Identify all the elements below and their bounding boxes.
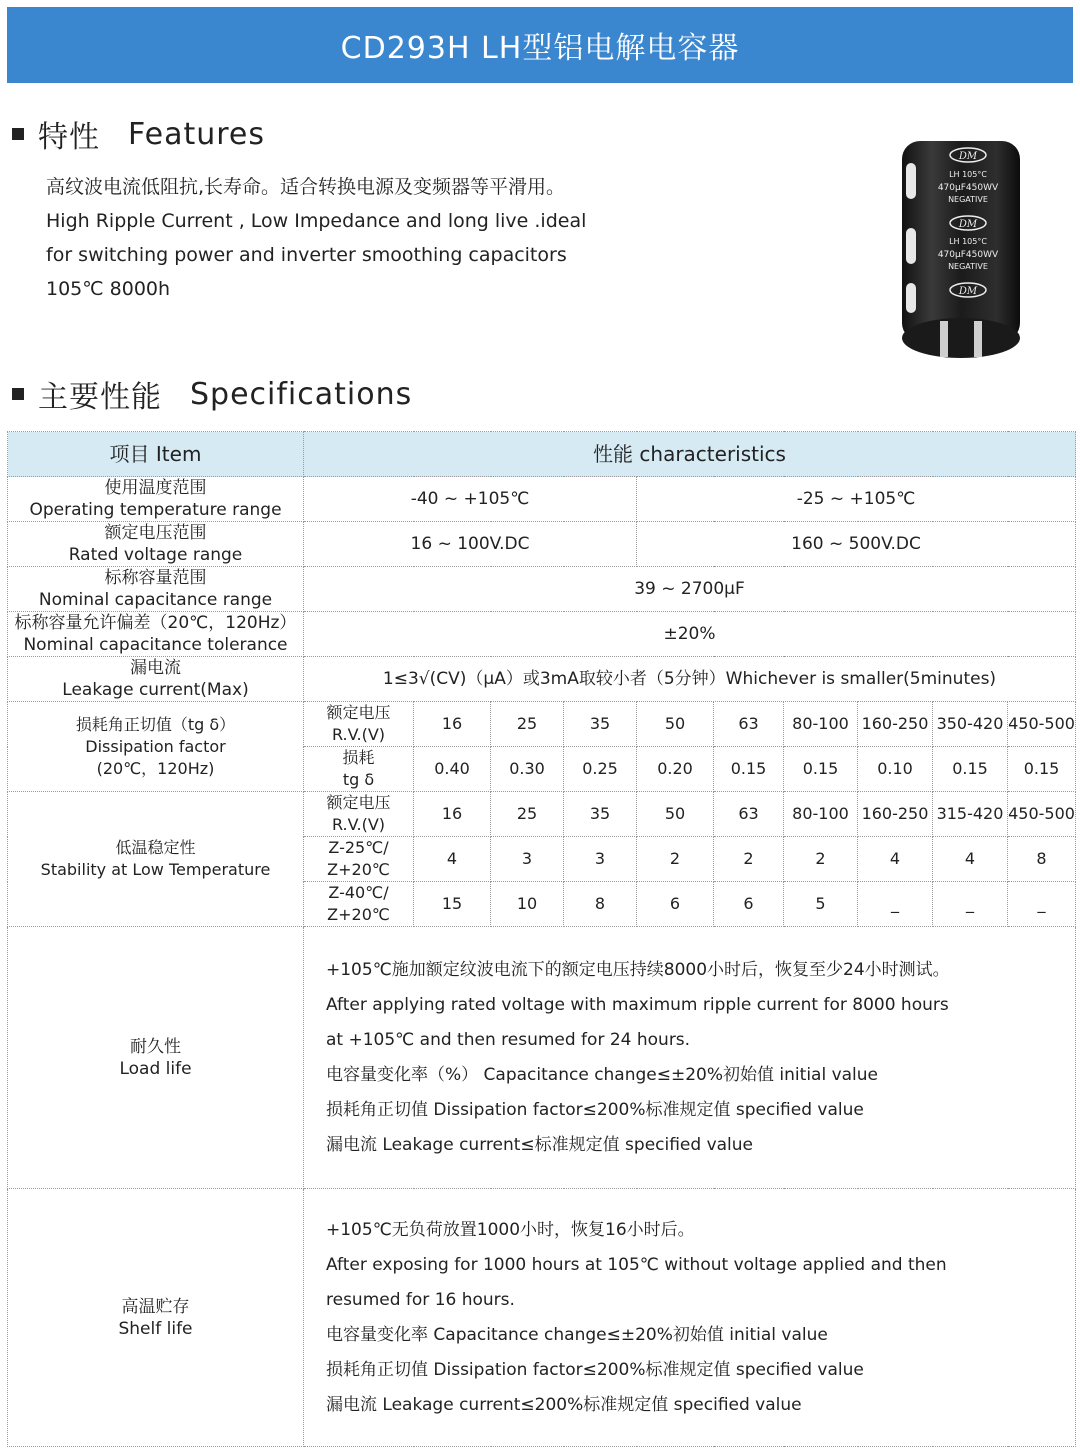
temp-label — [8, 477, 304, 522]
table-cell: 35 — [564, 702, 637, 747]
load-life-line: at +105℃ and then resumed for 24 hours. — [326, 1029, 691, 1050]
leakage-label — [8, 657, 304, 702]
features-heading-cn: 特性 — [38, 120, 100, 155]
table-row — [8, 702, 1076, 747]
table-cell: 0.40 — [414, 747, 491, 792]
capacitance-label-cn: 标称容量范围 — [104, 568, 207, 588]
shelf-life-label — [8, 1189, 304, 1447]
photo-rating: 470μF450WV — [937, 250, 999, 260]
table-cell: 3 — [491, 837, 564, 882]
capacitance-label-en: Nominal capacitance range — [38, 590, 273, 610]
photo-rating: 470μF450WV — [937, 183, 999, 193]
shelf-life-description — [304, 1189, 1076, 1447]
table-cell: _ — [933, 882, 1008, 927]
table-cell: 4 — [858, 837, 933, 882]
table-cell: 4 — [414, 837, 491, 882]
table-row — [8, 657, 1076, 702]
capacitance-label — [8, 567, 304, 612]
table-cell: _ — [1008, 882, 1076, 927]
load-life-line: 损耗角正切值 Dissipation factor≤200%标准规定值 specified value — [326, 1099, 864, 1120]
load-life-line: +105℃施加额定纹波电流下的额定电压持续8000小时后，恢复至少24小时测试。 — [326, 959, 950, 980]
features-line: 高纹波电流低阻抗,长寿命。适合转换电源及变频器等平滑用。 — [46, 176, 566, 198]
table-cell: 16 — [414, 792, 491, 837]
col-char-header: 性能 characteristics — [304, 432, 1076, 477]
table-row — [8, 567, 1076, 612]
shelf-life-label-en: Shelf life — [118, 1318, 193, 1339]
tg-label — [304, 747, 414, 792]
temp-value-1: -40 ~ +105℃ — [304, 477, 637, 522]
table-cell: 15 — [414, 882, 491, 927]
tolerance-label-cn: 标称容量允许偏差（20℃，120Hz） — [14, 613, 297, 633]
low-temp-label-en: Stability at Low Temperature — [40, 860, 271, 879]
shelf-life-line: 电容量变化率 Capacitance change≤±20%初始值 initial value — [326, 1324, 828, 1345]
table-cell: 450-500 — [1008, 792, 1076, 837]
table-cell: 0.15 — [1008, 747, 1076, 792]
z40-label-2: Z+20℃ — [327, 905, 390, 924]
temp-value-2: -25 ~ +105℃ — [637, 477, 1076, 522]
table-cell: 6 — [714, 882, 784, 927]
dissipation-label-cn: 损耗角正切值（tg δ） — [75, 714, 236, 734]
shelf-life-line: After exposing for 1000 hours at 105℃ without voltage applied and then — [326, 1254, 947, 1275]
table-cell: 16 — [414, 702, 491, 747]
table-cell: 50 — [637, 702, 714, 747]
table-cell: 0.25 — [564, 747, 637, 792]
dissipation-label-cond: (20℃，120Hz) — [96, 758, 215, 778]
table-cell: 10 — [491, 882, 564, 927]
tolerance-label — [8, 612, 304, 657]
tolerance-label-en: Nominal capacitance tolerance — [23, 635, 288, 655]
z40-label — [304, 882, 414, 927]
specs-heading-cn: 主要性能 — [38, 380, 162, 415]
table-row — [8, 792, 1076, 837]
features-heading — [12, 112, 265, 156]
load-life-description — [304, 927, 1076, 1189]
shelf-life-label-cn: 高温贮存 — [121, 1296, 190, 1317]
leakage-label-cn: 漏电流 — [130, 658, 181, 678]
voltage-label-cn: 额定电压范围 — [104, 523, 207, 543]
table-cell: 35 — [564, 792, 637, 837]
features-text — [46, 170, 586, 306]
capacitor-photo — [900, 133, 1022, 361]
table-cell: 0.20 — [637, 747, 714, 792]
load-life-label-cn: 耐久性 — [130, 1036, 181, 1057]
shelf-life-line: resumed for 16 hours. — [326, 1289, 515, 1310]
specs-heading — [12, 372, 412, 416]
photo-polarity: NEGATIVE — [948, 195, 988, 204]
photo-polarity: NEGATIVE — [948, 262, 988, 271]
rv-label — [304, 792, 414, 837]
table-cell: 4 — [933, 837, 1008, 882]
dissipation-label — [8, 702, 304, 792]
load-life-label — [8, 927, 304, 1189]
features-line: 105℃ 8000h — [46, 278, 171, 300]
low-temp-label — [8, 792, 304, 927]
z40-label-1: Z-40℃/ — [328, 883, 389, 902]
table-cell: 63 — [714, 702, 784, 747]
leakage-label-en: Leakage current(Max) — [62, 680, 249, 700]
table-cell: 315-420 — [933, 792, 1008, 837]
table-row — [8, 522, 1076, 567]
rv-label — [304, 702, 414, 747]
table-row — [8, 477, 1076, 522]
table-row — [8, 927, 1076, 1189]
rv-label-cn: 额定电压 — [326, 703, 391, 722]
table-cell: 50 — [637, 792, 714, 837]
tolerance-value: ±20% — [304, 612, 1076, 657]
voltage-value-1: 16 ~ 100V.DC — [304, 522, 637, 567]
dissipation-label-en: Dissipation factor — [85, 736, 226, 756]
rv-label-en: R.V.(V) — [331, 725, 386, 744]
temp-label-cn: 使用温度范围 — [104, 478, 207, 498]
low-temp-label-cn: 低温稳定性 — [115, 838, 196, 857]
leakage-value: 1≤3√(CV)（μA）或3mA取较小者（5分钟）Whichever is smaller(5minutes) — [304, 657, 1076, 702]
square-bullet-icon — [12, 128, 24, 140]
z25-label-1: Z-25℃/ — [328, 838, 389, 857]
z25-label — [304, 837, 414, 882]
table-cell: 0.15 — [784, 747, 858, 792]
features-line: High Ripple Current , Low Impedance and long live .ideal — [46, 210, 587, 232]
features-line: for switching power and inverter smoothing capacitors — [46, 244, 567, 266]
load-life-line: After applying rated voltage with maximum ripple current for 8000 hours — [326, 994, 949, 1015]
temp-label-en: Operating temperature range — [29, 500, 282, 520]
shelf-life-line: 损耗角正切值 Dissipation factor≤200%标准规定值 specified value — [326, 1359, 864, 1380]
table-cell: 0.15 — [714, 747, 784, 792]
photo-brand: DM — [958, 151, 978, 162]
z25-label-2: Z+20℃ — [327, 860, 390, 879]
tg-label-en: tg δ — [342, 770, 375, 789]
shelf-life-line: 漏电流 Leakage current≤200%标准规定值 specified value — [326, 1394, 802, 1415]
table-cell: 2 — [637, 837, 714, 882]
table-cell: 8 — [564, 882, 637, 927]
load-life-line: 漏电流 Leakage current≤标准规定值 specified value — [326, 1134, 754, 1155]
table-cell: 2 — [784, 837, 858, 882]
table-header-row — [8, 432, 1076, 477]
table-cell: 450-500 — [1008, 702, 1076, 747]
photo-brand: DM — [958, 286, 978, 297]
load-life-line: 电容量变化率（%） Capacitance change≤±20%初始值 initial value — [326, 1064, 879, 1085]
capacitance-value: 39 ~ 2700μF — [304, 567, 1076, 612]
table-cell: 350-420 — [933, 702, 1008, 747]
table-cell: _ — [858, 882, 933, 927]
page-title: CD293H LH型铝电解电容器 — [7, 7, 1073, 83]
table-cell: 6 — [637, 882, 714, 927]
table-cell: 160-250 — [858, 792, 933, 837]
table-cell: 80-100 — [784, 702, 858, 747]
table-cell: 8 — [1008, 837, 1076, 882]
table-row — [8, 1189, 1076, 1447]
voltage-value-2: 160 ~ 500V.DC — [637, 522, 1076, 567]
square-bullet-icon — [12, 388, 24, 400]
spec-table — [7, 431, 1076, 1447]
rv-label-en: R.V.(V) — [331, 815, 386, 834]
table-cell: 2 — [714, 837, 784, 882]
features-heading-en: Features — [128, 116, 265, 152]
shelf-life-line: +105℃无负荷放置1000小时，恢复16小时后。 — [326, 1219, 695, 1240]
photo-brand: DM — [958, 219, 978, 230]
col-item-header: 项目 Item — [8, 432, 304, 477]
table-cell: 25 — [491, 702, 564, 747]
table-cell: 5 — [784, 882, 858, 927]
specs-heading-en: Specifications — [190, 376, 413, 412]
photo-series: LH 105°C — [949, 170, 987, 179]
table-cell: 80-100 — [784, 792, 858, 837]
table-cell: 0.15 — [933, 747, 1008, 792]
table-cell: 25 — [491, 792, 564, 837]
tg-label-cn: 损耗 — [342, 748, 375, 767]
load-life-label-en: Load life — [119, 1058, 192, 1079]
table-cell: 63 — [714, 792, 784, 837]
table-cell: 3 — [564, 837, 637, 882]
table-cell: 160-250 — [858, 702, 933, 747]
voltage-label-en: Rated voltage range — [68, 545, 243, 565]
photo-series: LH 105°C — [949, 237, 987, 246]
voltage-label — [8, 522, 304, 567]
rv-label-cn: 额定电压 — [326, 793, 391, 812]
table-cell: 0.30 — [491, 747, 564, 792]
table-row — [8, 612, 1076, 657]
table-cell: 0.10 — [858, 747, 933, 792]
